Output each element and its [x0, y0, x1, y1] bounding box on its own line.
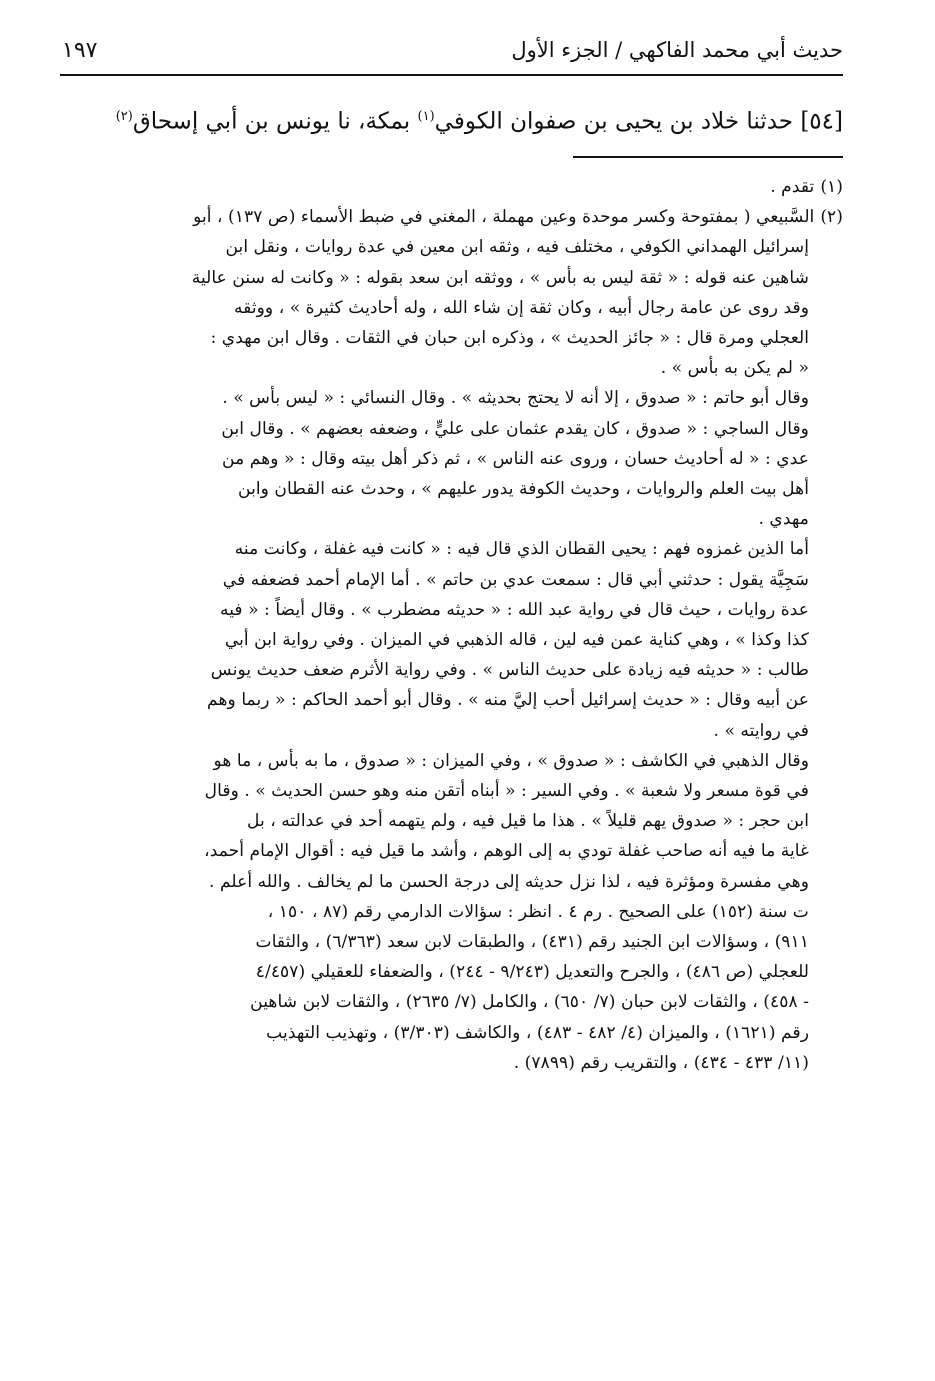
footnote-number: (٢) — [820, 207, 843, 228]
footnote-line: وقال الذهبي في الكاشف : « صدوق » ، وفي الميزان : « صدوق ، ما به بأس ، ما هو — [213, 750, 809, 771]
footnote-ref-1[interactable]: (١) — [417, 109, 435, 124]
footnote-line: ٩١١) ، وسؤالات ابن الجنيد رقم (٤٣١) ، والطبقات لابن سعد (٦/٣٦٣) ، والثقات — [255, 932, 809, 953]
footnote-line: وقال أبو حاتم : « صدوق ، إلا أنه لا يحتج بحديثه » . وقال النسائي : « ليس بأس » . — [222, 388, 809, 409]
footnote-line: سَجِيَّة يقول : حدثني أبي قال : سمعت عدي بن حاتم » . أما الإمام أحمد فضعفه في — [222, 569, 809, 590]
footnote-line: كذا وكذا » ، وهي كناية عمن فيه لين ، قاله الذهبي في الميزان . وفي رواية ابن أبي — [224, 630, 809, 651]
footnote-line: في روايته » . — [713, 720, 809, 741]
footnote-1 — [70, 172, 843, 202]
header-title: حديث أبي محمد الفاكهي / الجزء الأول — [511, 38, 843, 62]
footnote-line: ت سنة (١٥٢) على الصحيح . رم ٤ . انظر : سؤالات الدارمي رقم (٨٧ ، ١٥٠ ، — [267, 901, 809, 922]
footnote-line: في قوة مسعر ولا شعبة » . وفي السير : « أبناه أتقن منه وهو حسن الحديث » . وقال — [204, 781, 809, 802]
page-number: ١٩٧ — [62, 38, 98, 63]
footnote-line: طالب : « حديثه فيه زيادة على حديث الناس » . وفي رواية الأثرم ضعف حديث يونس — [210, 660, 809, 681]
footnote-line: للعجلي (ص ٤٨٦) ، والجرح والتعديل (٩/٢٤٣ - ٢٤٤) ، والضعفاء للعقيلي (٤/٤٥٧ — [255, 962, 809, 983]
footnote-separator — [573, 156, 843, 158]
footnote-line: ابن حجر : « صدوق يهم قليلاً » . هذا ما قيل فيه ، ولم يتهمه أحد في عدالته ، بل — [246, 811, 809, 832]
footnote-line: أهل بيت العلم والروايات ، وحديث الكوفة يدور عليهم » ، وحدث عنه القطان وابن — [237, 479, 809, 500]
hadith-text-part1: حدثنا خلاد بن يحيى بن صفوان الكوفي — [434, 108, 793, 135]
footnote-line: رقم (١٦٢١) ، والميزان (٤/ ٤٨٢ - ٤٨٣) ، والكاشف (٣/٣٠٣) ، وتهذيب التهذيب — [266, 1022, 809, 1043]
footnote-line: غاية ما فيه أنه صاحب غفلة تودي به إلى الوهم ، وأشد ما قيل فيه : أقوال الإمام أحمد، — [204, 841, 809, 862]
footnote-line: العجلي ومرة قال : « جائز الحديث » ، وذكره ابن حبان في الثقات . وقال ابن مهدي : — [210, 328, 809, 349]
footnote-line: مهدي . — [758, 509, 809, 530]
running-header — [60, 34, 843, 76]
footnote-line: - ٤٥٨) ، والثقات لابن حبان (٧/ ٦٥٠) ، والكامل (٧/ ٢٦٣٥) ، والثقات لابن شاهين — [250, 992, 809, 1013]
hadith-number: [٥٤] — [800, 108, 843, 135]
footnote-ref-2[interactable]: (٢) — [115, 109, 133, 124]
footnote-line: وهي مفسرة ومؤثرة فيه ، لذا نزل حديثه إلى درجة الحسن ما لم يخالف . والله أعلم . — [209, 871, 809, 892]
footnote-line: وقد روى عن عامة رجال أبيه ، وكان ثقة إن شاء الله ، وله أحاديث كثيرة » ، ووثقه — [233, 297, 809, 318]
footnote-2 — [70, 202, 843, 1078]
hadith-text-part2: بمكة، نا يونس بن أبي إسحاق — [132, 108, 418, 135]
footnote-line: عن أبيه وقال : « حديث إسرائيل أحب إليَّ منه » . وقال أبو أحمد الحاكم : « ربما وهم — [207, 690, 809, 711]
footnote-line: وقال الساجي : « صدوق ، كان يقدم عثمان على عليٍّ ، وضعفه بعضهم » . وقال ابن — [221, 418, 809, 439]
footnote-text: السَّبيعي ( بمفتوحة وكسر موحدة وعين مهملة ، المغني في ضبط الأسماء (ص ١٣٧) ، أبو — [193, 207, 815, 228]
footnote-line — [70, 172, 843, 202]
footnote-line: إسرائيل الهمداني الكوفي ، مختلف فيه ، وثقه ابن معين في عدة روايات ، ونقل ابن — [225, 237, 809, 258]
footnotes — [70, 172, 843, 1078]
footnote-text: تقدم . — [770, 177, 815, 197]
footnote-line: أما الذين غمزوه فهم : يحيى القطان الذي قال فيه : « كانت فيه غفلة ، وكانت منه — [234, 539, 809, 560]
footnote-line: « لم يكن به بأس » . — [660, 358, 809, 379]
footnote-line: عدي : « له أحاديث حسان ، وروى عنه الناس » ، ثم ذكر أهل بيته وقال : « وهم من — [222, 448, 809, 469]
footnote-line: شاهين عنه قوله : « ثقة ليس به بأس » ، ووثقه ابن سعد بقوله : « وكانت له سنن عالية — [191, 267, 809, 288]
hadith-text — [53, 100, 843, 139]
footnote-line: (١١/ ٤٣٣ - ٤٣٤) ، والتقريب رقم (٧٨٩٩) . — [513, 1052, 809, 1073]
footnote-line: عدة روايات ، حيث قال في رواية عبد الله : « حديثه مضطرب » . وقال أيضاً : « فيه — [220, 599, 809, 620]
footnote-line — [70, 202, 843, 232]
footnote-number: (١) — [820, 177, 843, 197]
